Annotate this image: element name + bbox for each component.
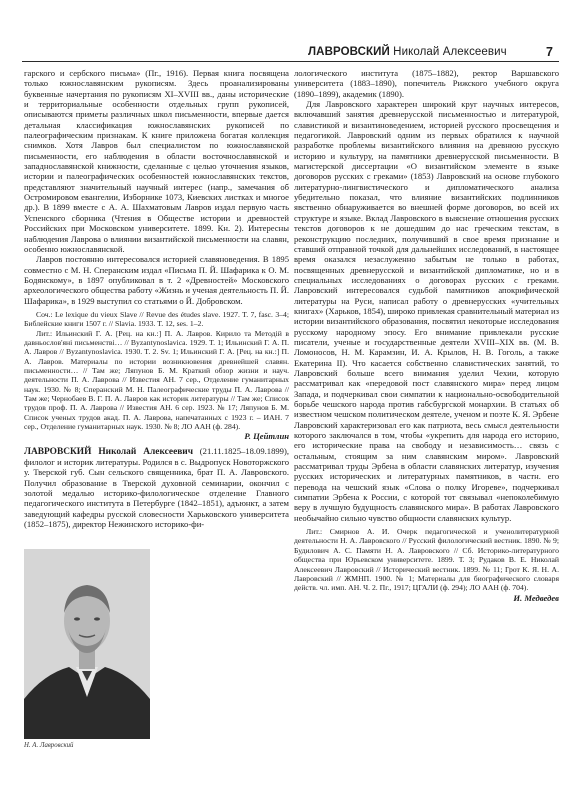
right-column xyxy=(294,68,559,603)
entry-intro: (21.11.1825–18.09.1899), филолог и историк литературы. Родился в с. Выдропуск Новоторжского у. Тверской губ. Сын сельского священника, брат П. А. Лавровского. Получил образование в Тверской духовной семинарии, окончил с золотой медалью историко-филологическое отделение Главного педагогического института в Петербурге (1842–1851), адъюнкт, а затем заведующий кафедры русской словесности Харьковского университета (1852–1875), директор Нежинского историко-фи- xyxy=(24,445,289,530)
portrait-illustration xyxy=(24,549,150,739)
paragraph-continued: гарского и сербского письма» (Пг., 1916). Первая книга посвящена только южнославянским рукописям. Здесь проанализированы буквенные начертания по рукописям XI–XVIII вв., даны исторические и территориальные особенности отдельных групп рукописей, описываются приметы различных школ письменности, впервые дается детальная классификация южнославянских рукописей по палеографическим признакам. К книге приложена богатая коллекция снимков. Хотя Лавров был специалистом по южнославянской письменности, его наблюдения в области восточнославянской и западнославянской книжности, сделанные с целью уточнения языков, истории и палеографических особенностей южнославянских текстов, представляют значительный научный интерес (напр., замечания об Остромировом евангелии, Изборнике 1073, Киевских листках и многое др.). В 1899 вместе с А. А. Шахматовым Лавров издал первую часть Успенского сборника (Чтения в Обществе истории и древностей Российских при Московском университете. 1899. Кн. 2). Интересны наблюдения Лаврова о влиянии византийской письменности на славян, особенно южнославянской. xyxy=(24,68,289,254)
portrait-figure xyxy=(24,549,154,757)
header-title-rest: Николай Алексеевич xyxy=(389,46,507,58)
left-column xyxy=(24,68,289,529)
author-signature: Р. Цейтлин xyxy=(244,431,289,442)
entry-heading: ЛАВРОВСКИЙ Николай Алексеевич xyxy=(24,446,193,457)
works-bibliography: Соч.: Le lexique du vieux Slave // Revue des études slave. 1927. T. 7, fasc. 3–4; Библейские книги 1507 г. // Slavia. 1933. T. 12, sеs. 1–2. xyxy=(24,309,289,329)
paragraph-career: лологического института (1875–1882), ректор Варшавского университета (1883–1890), попечитель Рижского учебного округа (1890–1899), академик (1890). xyxy=(294,68,559,99)
header-title-bold: ЛАВРОВСКИЙ xyxy=(308,46,390,58)
entry-paragraph xyxy=(24,446,289,530)
literature-bibliography: Лит.: Ильинский Г. А. [Рец. на кн.:] П. А. Лавров. Кирило та Методій в давньоcлов'янi письменстві… // Byzantynoslavica. 1929. T. 1; Ильинский Г. А. П. А. Лавров // Byzantynoslavica. 1930. T. 2. Sv. 1; Ильинский Г. А. [Рец. на кн.:] П. А. Лавров. Материалы по истории возникновения древнейшей славян. письменности… // Там же; Ляпунов Б. М. Краткий обзор жизни и науч. деятельности П. А. Лаврова // Известия АН. 7 сер., Отделение гуманитарных наук. 1930. № 8; Сперанский М. Н. Палеографические труды П. А. Лаврова // Там же; Чернобаев В. Г. П. А. Лавров как историк литературы // Там же; Список трудов проф. П. А. Лаврова // Известия АН. 6 сер. 1923. № 17; Ляпунов Б. М. Список ученых трудов акад. П. А. Лаврова, напечатанных с 1923 г. – ИАН. 7 сер., Отделение гуманитарных наук. 1930. № 8; ЛО ААН (ф. 284). xyxy=(24,328,289,432)
page-number: 7 xyxy=(546,45,553,59)
portrait-caption: Н. А. Лавровский xyxy=(24,742,74,749)
author-signature-right: И. Медведев xyxy=(513,592,559,603)
paragraph-interests: Для Лавровского характерен широкий круг научных интересов, включавший занятия древнерусской письменностью и литературой, славистикой и византиноведением, историей русского просвещения и педагогикой. Лавровский одним из первых обратился к научной разработке проблемы византийского влияния на древнюю русскую историю и культуру, на памятники древнерусской письменности. В магистерской диссертации «О византийском элементе в языке договоров русских с греками» (1853) Лавровский на основе глубокого литературно-лингвистического и дипломатического анализа убедительно показал, что влияние византийских подлинников явственно обнаруживается во внешней форме договоров, во всей их структуре и языке. Вклад Лавровского в выяснение отношения русских текстов договоров к не дошедшим до нас греческим текстам, в реконструкцию последних, получивший в свое время признание и ставший отправной точкой для дальнейших исследований, в настоящее время оказался незаслуженно забытым не только в работах, посвященных древнерусской и византийской дипломатике, но и в специальных исследованиях о договорах русских с греками. Лавровский интересовался судьбой памятников апокрифической литературы на Руси, написал работу о древнерусских «учительных книгах» (Харьков, 1854), широко привлекая сравнительный материал из истории византийского образования, посвятил некоторые исследования русскому народному эпосу. Его внимание привлекали русские писатели, ученые и государственные деятели XVIII–XIX вв. (М. В. Ломоносов, Н. М. Карамзин, И. А. Крылов, Н. В. Гоголь, а также Екатерина II). Что касается собственно славистических занятий, то Лавровский больше всего внимания уделил Чехии, которую рассматривал как «передовой пост славянского мира» перед лицом Запада, и подчеркивал свои симпатии к национально-освободительной борьбе чешского народа против габсбургской монархии. В статьях об известном чешском политическом деятеле, ученом и поэте К. Я. Эрбене Лавровский характеризовал его как патриота, весь смысл деятельности которого заключался в том, чтобы «укрепить для народа его историю, его исторические права на свободу и независимость… связь с остальным, стоящим за ним славянским миром». Лавровский рассматривал труды Эрбена в области славянских литератур, изучения русских исторических и литературных памятников, в частн. его перевода на чешский язык «Слова о полку Игореве», подчеркивал симпатии Эрбена к России, с которой тот связывал «непоколебимую веру в лучшую будущность славянского мира». В работах Лавровского необычайно сильно чувство общности славянских культур. xyxy=(294,99,559,523)
literature-bibliography-right: Лит.: Смирнов А. И. Очерк педагогической и ученолитературной деятельности Н. А. Лавровского // Русский филологический вестник. 1890. № 9; Будилович А. С. Памяти Н. А. Лавровского // Сб. Историко-литературного общества при Юрьевском университете. 1899. Т. 3; Рудаков В. Е. Николай Алексеевич Лавровский // Исторический вестник. 1899. № 11; Грот К. Я. Н. А. Лавровский // ЖМНП. 1900. № 1; Материалы для биографического словаря действ. чл. имп. АН. Ч. 2. Пг., 1917; ЦГАЛИ (ф. 294); ЛО ААН (ф. 704). xyxy=(294,527,559,593)
header-title xyxy=(308,46,507,58)
paragraph-slavistics: Лавров постоянно интересовался историей славяноведения. В 1895 совместно с М. Н. Сперанским издал «Письма П. Й. Шафарика к О. М. Бодянскому», в 1897 опубликовал в т. 2 «Древностей» Московского археологического общества работу «Жизнь и ученая деятельность П. Й. Шафарика», в 1929 выступил со статьями о Й. Добровском. xyxy=(24,254,289,306)
portrait-photo xyxy=(24,549,150,739)
running-header xyxy=(22,44,559,62)
